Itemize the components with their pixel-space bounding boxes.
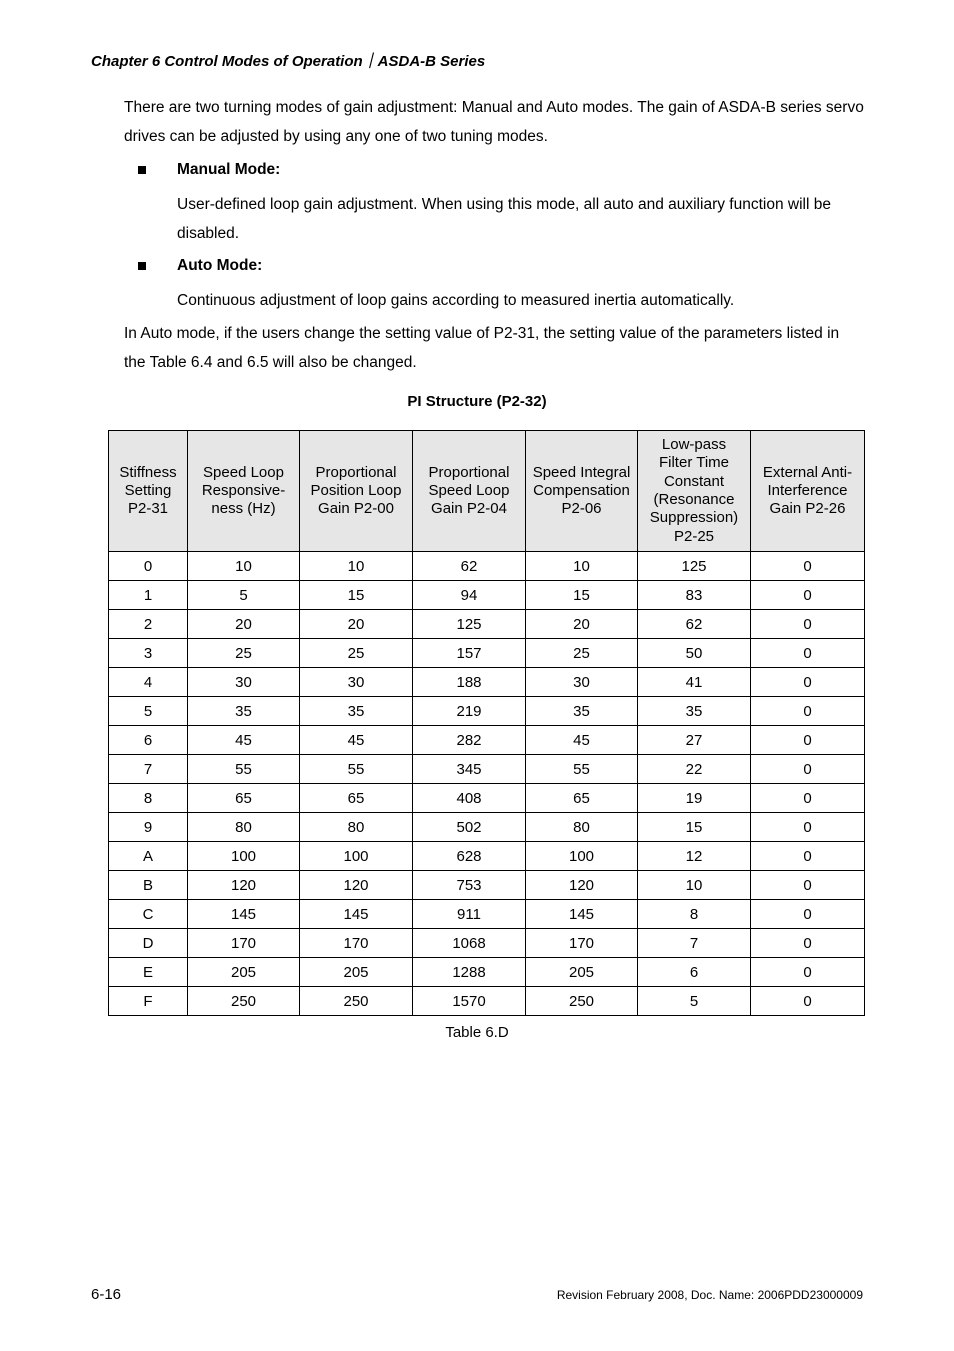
square-bullet-icon bbox=[138, 166, 146, 174]
column-header-line: Interference bbox=[767, 481, 848, 499]
table-row bbox=[109, 581, 865, 610]
table-cell: 250 bbox=[188, 987, 300, 1016]
column-header-line: P2-25 bbox=[673, 527, 715, 545]
table-cell: 0 bbox=[751, 813, 865, 842]
table-cell: 188 bbox=[413, 668, 526, 697]
table-cell: 35 bbox=[300, 697, 413, 726]
table-cell: 0 bbox=[751, 958, 865, 987]
table-cell: D bbox=[109, 929, 188, 958]
column-header bbox=[300, 431, 413, 552]
column-header-line: Gain P2-00 bbox=[318, 500, 394, 518]
table-cell: 205 bbox=[188, 958, 300, 987]
table-row bbox=[109, 610, 865, 639]
table-cell: 35 bbox=[638, 697, 751, 726]
table-cell: 41 bbox=[638, 668, 751, 697]
table-cell: 145 bbox=[526, 900, 638, 929]
column-header-line: P2-06 bbox=[561, 500, 602, 518]
table-cell: 55 bbox=[188, 755, 300, 784]
table-row bbox=[109, 784, 865, 813]
table-body bbox=[109, 552, 865, 1016]
table-cell: 25 bbox=[188, 639, 300, 668]
table-cell: 30 bbox=[300, 668, 413, 697]
table-cell: 0 bbox=[751, 581, 865, 610]
table-cell: 15 bbox=[526, 581, 638, 610]
table-cell: 125 bbox=[413, 610, 526, 639]
table-cell: 0 bbox=[751, 697, 865, 726]
table-cell: 0 bbox=[751, 726, 865, 755]
table-cell: 170 bbox=[188, 929, 300, 958]
table-cell: 0 bbox=[751, 639, 865, 668]
column-header bbox=[526, 431, 638, 552]
table-cell: 45 bbox=[526, 726, 638, 755]
table-cell: 7 bbox=[638, 929, 751, 958]
intro-paragraph: There are two turning modes of gain adjustment: Manual and Auto modes. The gain of ASDA-B series servo drives can be adjusted by using any one of two tuning modes. bbox=[124, 99, 864, 145]
table-cell: 1570 bbox=[413, 987, 526, 1016]
table-cell: 250 bbox=[526, 987, 638, 1016]
table-cell: 62 bbox=[413, 552, 526, 581]
column-header-line: Compensation bbox=[533, 481, 630, 499]
table-cell: 25 bbox=[300, 639, 413, 668]
table-cell: 30 bbox=[526, 668, 638, 697]
table-cell: 282 bbox=[413, 726, 526, 755]
table-cell: 170 bbox=[300, 929, 413, 958]
table-cell: 157 bbox=[413, 639, 526, 668]
table-cell: 8 bbox=[638, 900, 751, 929]
table-cell: 83 bbox=[638, 581, 751, 610]
table-cell: 120 bbox=[300, 871, 413, 900]
table-cell: 55 bbox=[526, 755, 638, 784]
table-cell: 753 bbox=[413, 871, 526, 900]
table-row bbox=[109, 929, 865, 958]
column-header-line: Setting bbox=[124, 481, 172, 499]
table-cell: 120 bbox=[526, 871, 638, 900]
table-cell: 50 bbox=[638, 639, 751, 668]
column-header-line: ness (Hz) bbox=[211, 500, 276, 518]
table-cell: 0 bbox=[751, 871, 865, 900]
table-cell: 100 bbox=[188, 842, 300, 871]
table-cell: 7 bbox=[109, 755, 188, 784]
table-cell: 3 bbox=[109, 639, 188, 668]
table-cell: 65 bbox=[526, 784, 638, 813]
revision-info: Revision February 2008, Doc. Name: 2006PDD23000009 bbox=[556, 1288, 863, 1302]
table-cell: 12 bbox=[638, 842, 751, 871]
column-header-line: Proportional bbox=[315, 463, 397, 481]
column-header-line: Constant bbox=[663, 472, 725, 490]
table-cell: 10 bbox=[526, 552, 638, 581]
table-cell: 45 bbox=[188, 726, 300, 755]
table-cell: 8 bbox=[109, 784, 188, 813]
table-cell: 120 bbox=[188, 871, 300, 900]
chapter-header: Chapter 6 Control Modes of Operation｜ASDA-B Series bbox=[91, 53, 486, 70]
column-header-line: Speed Loop bbox=[203, 463, 284, 481]
manual-mode-title: Manual Mode: bbox=[177, 161, 281, 178]
table-header-row bbox=[109, 431, 865, 552]
table-cell: 0 bbox=[751, 929, 865, 958]
table-row bbox=[109, 668, 865, 697]
table-cell: 80 bbox=[300, 813, 413, 842]
table-row bbox=[109, 958, 865, 987]
table-cell: 0 bbox=[751, 987, 865, 1016]
table-cell: 205 bbox=[300, 958, 413, 987]
column-header-line: Suppression) bbox=[649, 509, 739, 527]
table-cell: 65 bbox=[188, 784, 300, 813]
table-row bbox=[109, 987, 865, 1016]
column-header-line: Speed Integral bbox=[532, 463, 631, 481]
table-cell: 0 bbox=[751, 784, 865, 813]
auto-mode-bullet bbox=[138, 257, 262, 275]
table-cell: 1068 bbox=[413, 929, 526, 958]
table-cell: 0 bbox=[109, 552, 188, 581]
manual-mode-bullet bbox=[138, 161, 280, 179]
table-cell: 10 bbox=[188, 552, 300, 581]
table-cell: 9 bbox=[109, 813, 188, 842]
table-cell: 35 bbox=[188, 697, 300, 726]
table-cell: 408 bbox=[413, 784, 526, 813]
column-header-line: P2-31 bbox=[127, 500, 169, 518]
table-cell: 0 bbox=[751, 668, 865, 697]
gain-table bbox=[108, 430, 865, 1016]
table-row bbox=[109, 697, 865, 726]
table-cell: 10 bbox=[300, 552, 413, 581]
table-cell: 0 bbox=[751, 552, 865, 581]
table-cell: 145 bbox=[300, 900, 413, 929]
table-cell: 100 bbox=[526, 842, 638, 871]
table-row bbox=[109, 552, 865, 581]
table-cell: 6 bbox=[109, 726, 188, 755]
table-cell: 1 bbox=[109, 581, 188, 610]
table-cell: 1288 bbox=[413, 958, 526, 987]
table-row bbox=[109, 842, 865, 871]
table-cell: 65 bbox=[300, 784, 413, 813]
table-cell: 80 bbox=[526, 813, 638, 842]
table-cell: 0 bbox=[751, 842, 865, 871]
page-number: 6-16 bbox=[91, 1286, 122, 1303]
column-header-line: Filter Time bbox=[658, 454, 729, 472]
table-cell: 125 bbox=[638, 552, 751, 581]
column-header-line: Gain P2-04 bbox=[431, 500, 507, 518]
table-cell: 0 bbox=[751, 610, 865, 639]
table-cell: 30 bbox=[188, 668, 300, 697]
table-cell: 100 bbox=[300, 842, 413, 871]
column-header bbox=[188, 431, 300, 552]
table-cell: 5 bbox=[109, 697, 188, 726]
table-row bbox=[109, 639, 865, 668]
table-cell: 19 bbox=[638, 784, 751, 813]
table-cell: 62 bbox=[638, 610, 751, 639]
column-header-line: Position Loop bbox=[310, 481, 402, 499]
auto-mode-title: Auto Mode: bbox=[177, 257, 263, 274]
column-header-line: Responsive- bbox=[201, 481, 286, 499]
table-row bbox=[109, 755, 865, 784]
table-cell: 345 bbox=[413, 755, 526, 784]
table-cell: 5 bbox=[188, 581, 300, 610]
auto-mode-text: Continuous adjustment of loop gains according to measured inertia automatically. bbox=[177, 292, 735, 309]
table-cell: 219 bbox=[413, 697, 526, 726]
table-row bbox=[109, 900, 865, 929]
table-title: PI Structure (P2-32) bbox=[407, 393, 547, 410]
table-row bbox=[109, 813, 865, 842]
table-cell: 170 bbox=[526, 929, 638, 958]
table-cell: 5 bbox=[638, 987, 751, 1016]
table-cell: 628 bbox=[413, 842, 526, 871]
column-header-line: Speed Loop bbox=[428, 481, 510, 499]
column-header bbox=[109, 431, 188, 552]
column-header-line: External Anti- bbox=[762, 463, 853, 481]
table-cell: 6 bbox=[638, 958, 751, 987]
table-cell: 80 bbox=[188, 813, 300, 842]
table-cell: A bbox=[109, 842, 188, 871]
table-cell: 911 bbox=[413, 900, 526, 929]
table-cell: 15 bbox=[300, 581, 413, 610]
table-cell: 27 bbox=[638, 726, 751, 755]
table-cell: 20 bbox=[188, 610, 300, 639]
table-cell: 22 bbox=[638, 755, 751, 784]
table-cell: 55 bbox=[300, 755, 413, 784]
table-cell: F bbox=[109, 987, 188, 1016]
auto-note-paragraph: In Auto mode, if the users change the setting value of P2-31, the setting value of the parameters listed in the Table 6.4 and 6.5 will also be changed. bbox=[124, 325, 840, 371]
table-cell: 35 bbox=[526, 697, 638, 726]
table-cell: 10 bbox=[638, 871, 751, 900]
column-header-line: (Resonance bbox=[653, 491, 735, 508]
table-cell: 15 bbox=[638, 813, 751, 842]
table-cell: 145 bbox=[188, 900, 300, 929]
table-cell: 45 bbox=[300, 726, 413, 755]
table-cell: 0 bbox=[751, 755, 865, 784]
table-caption: Table 6.D bbox=[445, 1024, 509, 1041]
table-cell: C bbox=[109, 900, 188, 929]
column-header-line: Stiffness bbox=[119, 463, 177, 481]
table-cell: 25 bbox=[526, 639, 638, 668]
table-cell: 502 bbox=[413, 813, 526, 842]
table-cell: 4 bbox=[109, 668, 188, 697]
table-cell: 20 bbox=[526, 610, 638, 639]
table-cell: E bbox=[109, 958, 188, 987]
column-header bbox=[413, 431, 526, 552]
table-cell: 0 bbox=[751, 900, 865, 929]
table-row bbox=[109, 871, 865, 900]
table-cell: 250 bbox=[300, 987, 413, 1016]
column-header bbox=[751, 431, 865, 552]
table-cell: 2 bbox=[109, 610, 188, 639]
square-bullet-icon bbox=[138, 262, 146, 270]
table-cell: B bbox=[109, 871, 188, 900]
table-cell: 20 bbox=[300, 610, 413, 639]
table-cell: 94 bbox=[413, 581, 526, 610]
column-header bbox=[638, 431, 751, 552]
table-cell: 205 bbox=[526, 958, 638, 987]
table-row bbox=[109, 726, 865, 755]
column-header-line: Low-pass bbox=[661, 436, 727, 454]
column-header-line: Gain P2-26 bbox=[769, 500, 846, 518]
column-header-line: Proportional bbox=[428, 463, 510, 481]
manual-mode-text: User-defined loop gain adjustment. When using this mode, all auto and auxiliary function will be disabled. bbox=[177, 196, 831, 242]
